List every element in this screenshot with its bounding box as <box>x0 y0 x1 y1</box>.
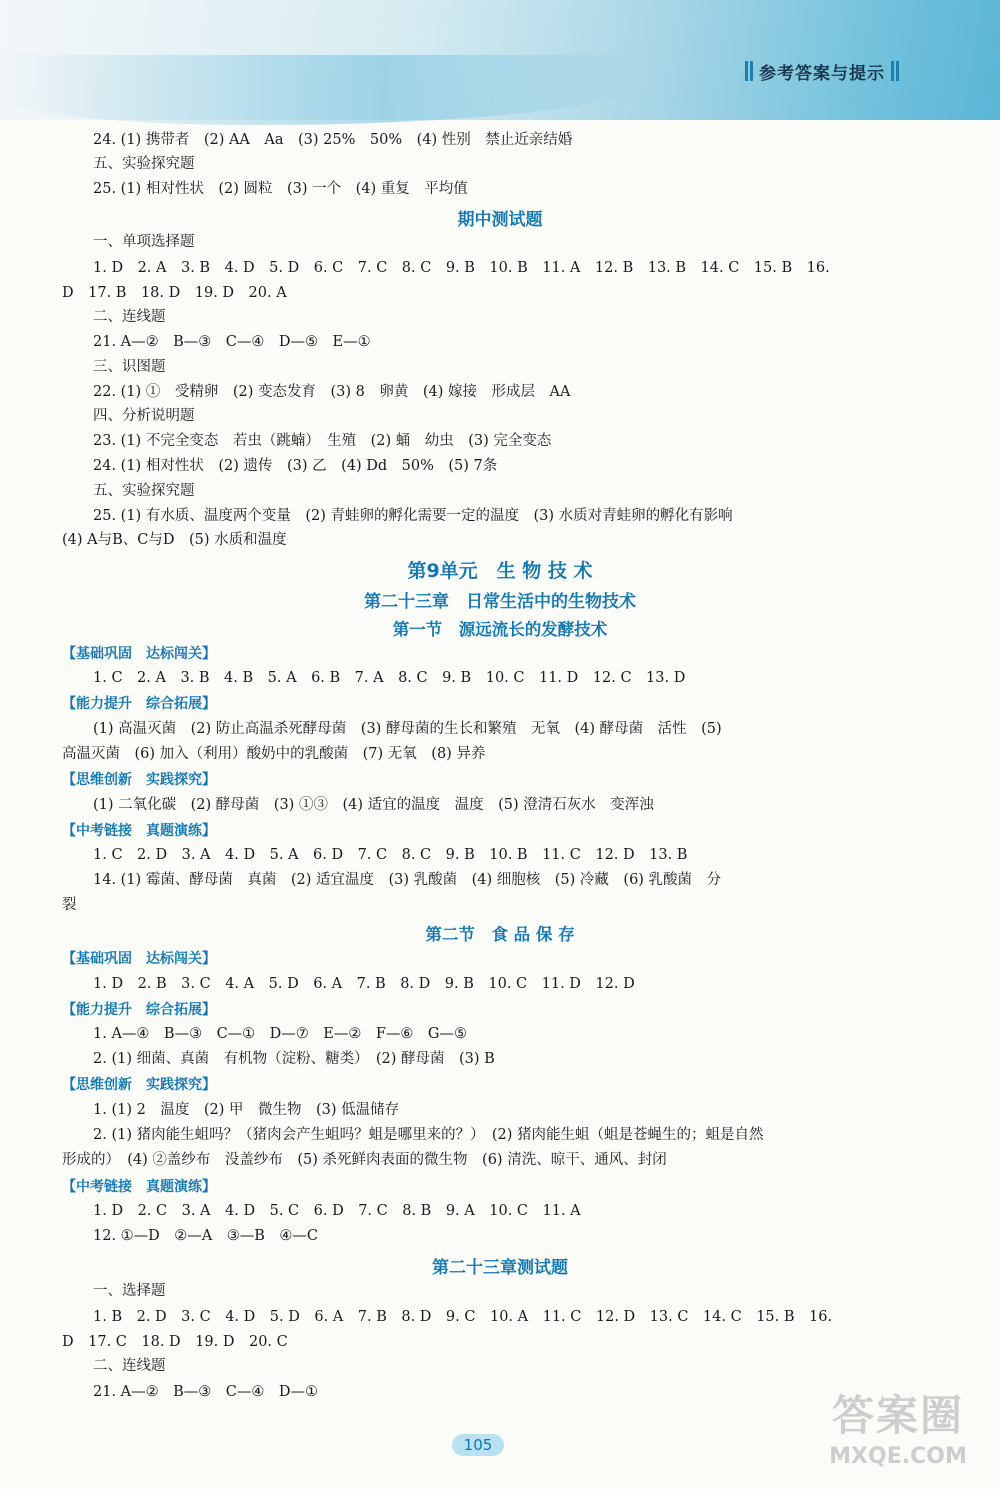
watermark-text: 答案圈 <box>831 1391 964 1440</box>
answer-line: 2. (1) 细菌、真菌 有机物（淀粉、糖类） (2) 酵母菌 (3) B <box>93 1051 495 1067</box>
section-label: 一、单项选择题 <box>93 234 195 250</box>
heading-chapter-test: 第二十三章测试题 <box>432 1258 568 1278</box>
answer-line: 25. (1) 有水质、温度两个变量 (2) 青蛙卵的孵化需要一定的温度 (3) 水质对青蛙卵的孵化有影响 <box>93 508 733 524</box>
answer-line: 1. D 2. C 3. A 4. D 5. C 6. D 7. C 8. B 9. A 10. C 11. A <box>93 1203 581 1219</box>
answer-line: 24. (1) 相对性状 (2) 遗传 (3) 乙 (4) Dd 50% (5) 7条 <box>93 458 498 474</box>
answer-line: 21. A—② B—③ C—④ D—⑤ E—① <box>93 334 371 350</box>
header-bar-icon <box>891 61 894 81</box>
section-label: 五、实验探究题 <box>93 483 195 499</box>
heading-section-2: 第二节 食 品 保 存 <box>425 925 575 944</box>
header-bar-icon <box>745 61 748 81</box>
answer-line: 22. (1) ① 受精卵 (2) 变态发育 (3) 8 卵黄 (4) 嫁接 形成层 AA <box>93 384 571 400</box>
tag-ability: 【能力提升 综合拓展】 <box>62 1002 216 1018</box>
section-label: 一、选择题 <box>93 1283 166 1299</box>
tag-thinking: 【思维创新 实践探究】 <box>62 772 216 788</box>
section-label: 五、实验探究题 <box>93 156 195 172</box>
section-label: 二、连线题 <box>93 309 166 325</box>
answer-line: 1. B 2. D 3. C 4. D 5. D 6. A 7. B 8. D 9. C 10. A 11. C 12. D 13. C 14. C 15. B 16. <box>93 1309 833 1325</box>
answer-line: 23. (1) 不完全变态 若虫（跳蝻） 生殖 (2) 蛹 幼虫 (3) 完全变态 <box>93 433 552 449</box>
answer-line: 1. C 2. D 3. A 4. D 5. A 6. D 7. C 8. C 9. B 10. B 11. C 12. D 13. B <box>93 847 688 863</box>
watermark-url: MXQE.COM <box>829 1444 967 1469</box>
answer-line: 1. D 2. B 3. C 4. A 5. D 6. A 7. B 8. D 9. B 10. C 11. D 12. D <box>93 976 635 992</box>
heading-section-1: 第一节 源远流长的发酵技术 <box>392 620 608 639</box>
answer-line: 2. (1) 猪肉能生蛆吗？（猪肉会产生蛆吗？蛆是哪里来的？） (2) 猪肉能生蛆（蛆是苍蝇生的；蛆是自然 <box>93 1127 764 1143</box>
answer-line: D 17. B 18. D 19. D 20. A <box>62 285 287 301</box>
answer-line: (1) 高温灭菌 (2) 防止高温杀死酵母菌 (3) 酵母菌的生长和繁殖 无氧 (4) 酵母菌 活性 (5) <box>93 721 722 737</box>
answer-line: 高温灭菌 (6) 加入（利用）酸奶中的乳酸菌 (7) 无氧 (8) 异养 <box>62 746 486 762</box>
tag-thinking: 【思维创新 实践探究】 <box>62 1077 216 1093</box>
answer-line: 裂 <box>62 897 77 913</box>
tag-exam: 【中考链接 真题演练】 <box>62 1179 216 1195</box>
tag-exam: 【中考链接 真题演练】 <box>62 823 216 839</box>
heading-midterm-test: 期中测试题 <box>457 210 543 230</box>
answer-line: 21. A—② B—③ C—④ D—① <box>93 1384 319 1400</box>
answer-line: D 17. C 18. D 19. D 20. C <box>62 1334 288 1350</box>
header-bar-icon <box>896 61 899 81</box>
heading-chapter: 第二十三章 日常生活中的生物技术 <box>364 592 636 612</box>
tag-ability: 【能力提升 综合拓展】 <box>62 696 216 712</box>
header-bar-icon <box>750 61 753 81</box>
answer-line: 14. (1) 霉菌、酵母菌 真菌 (2) 适宜温度 (3) 乳酸菌 (4) 细胞核 (5) 冷藏 (6) 乳酸菌 分 <box>93 872 722 888</box>
answer-line: 1. C 2. A 3. B 4. B 5. A 6. B 7. A 8. C 9. B 10. C 11. D 12. C 13. D <box>93 670 686 686</box>
page-number: 105 <box>452 1434 504 1456</box>
answer-line: 25. (1) 相对性状 (2) 圆粒 (3) 一个 (4) 重复 平均值 <box>93 181 468 197</box>
answer-line: (4) A与B、C与D (5) 水质和温度 <box>62 532 287 548</box>
answer-line: 1. (1) 2 温度 (2) 甲 微生物 (3) 低温储存 <box>93 1102 400 1118</box>
section-label: 三、识图题 <box>93 359 166 375</box>
watermark <box>808 1390 988 1482</box>
tag-basic: 【基础巩固 达标闯关】 <box>62 646 216 662</box>
answer-line: 1. A—④ B—③ C—① D—⑦ E—② F—⑥ G—⑤ <box>93 1026 468 1042</box>
running-header <box>744 58 900 84</box>
running-header-title: 参考答案与提示 <box>759 63 885 84</box>
answer-line: 24. (1) 携带者 (2) AA Aa (3) 25% 50% (4) 性别 禁止近亲结婚 <box>93 132 573 148</box>
heading-unit: 第9单元 生 物 技 术 <box>407 560 593 582</box>
section-label: 四、分析说明题 <box>93 408 195 424</box>
answer-line: (1) 二氧化碳 (2) 酵母菌 (3) ①③ (4) 适宜的温度 温度 (5) 澄清石灰水 变浑浊 <box>93 797 654 813</box>
tag-basic: 【基础巩固 达标闯关】 <box>62 951 216 967</box>
answer-line: 形成的） (4) ②盖纱布 没盖纱布 (5) 杀死鲜肉表面的微生物 (6) 清洗、晾干、通风、封闭 <box>62 1152 667 1168</box>
section-label: 二、连线题 <box>93 1358 166 1374</box>
answer-line: 1. D 2. A 3. B 4. D 5. D 6. C 7. C 8. C 9. B 10. B 11. A 12. B 13. B 14. C 15. B 16. <box>93 260 830 276</box>
answer-line: 12. ①—D ②—A ③—B ④—C <box>93 1228 319 1244</box>
